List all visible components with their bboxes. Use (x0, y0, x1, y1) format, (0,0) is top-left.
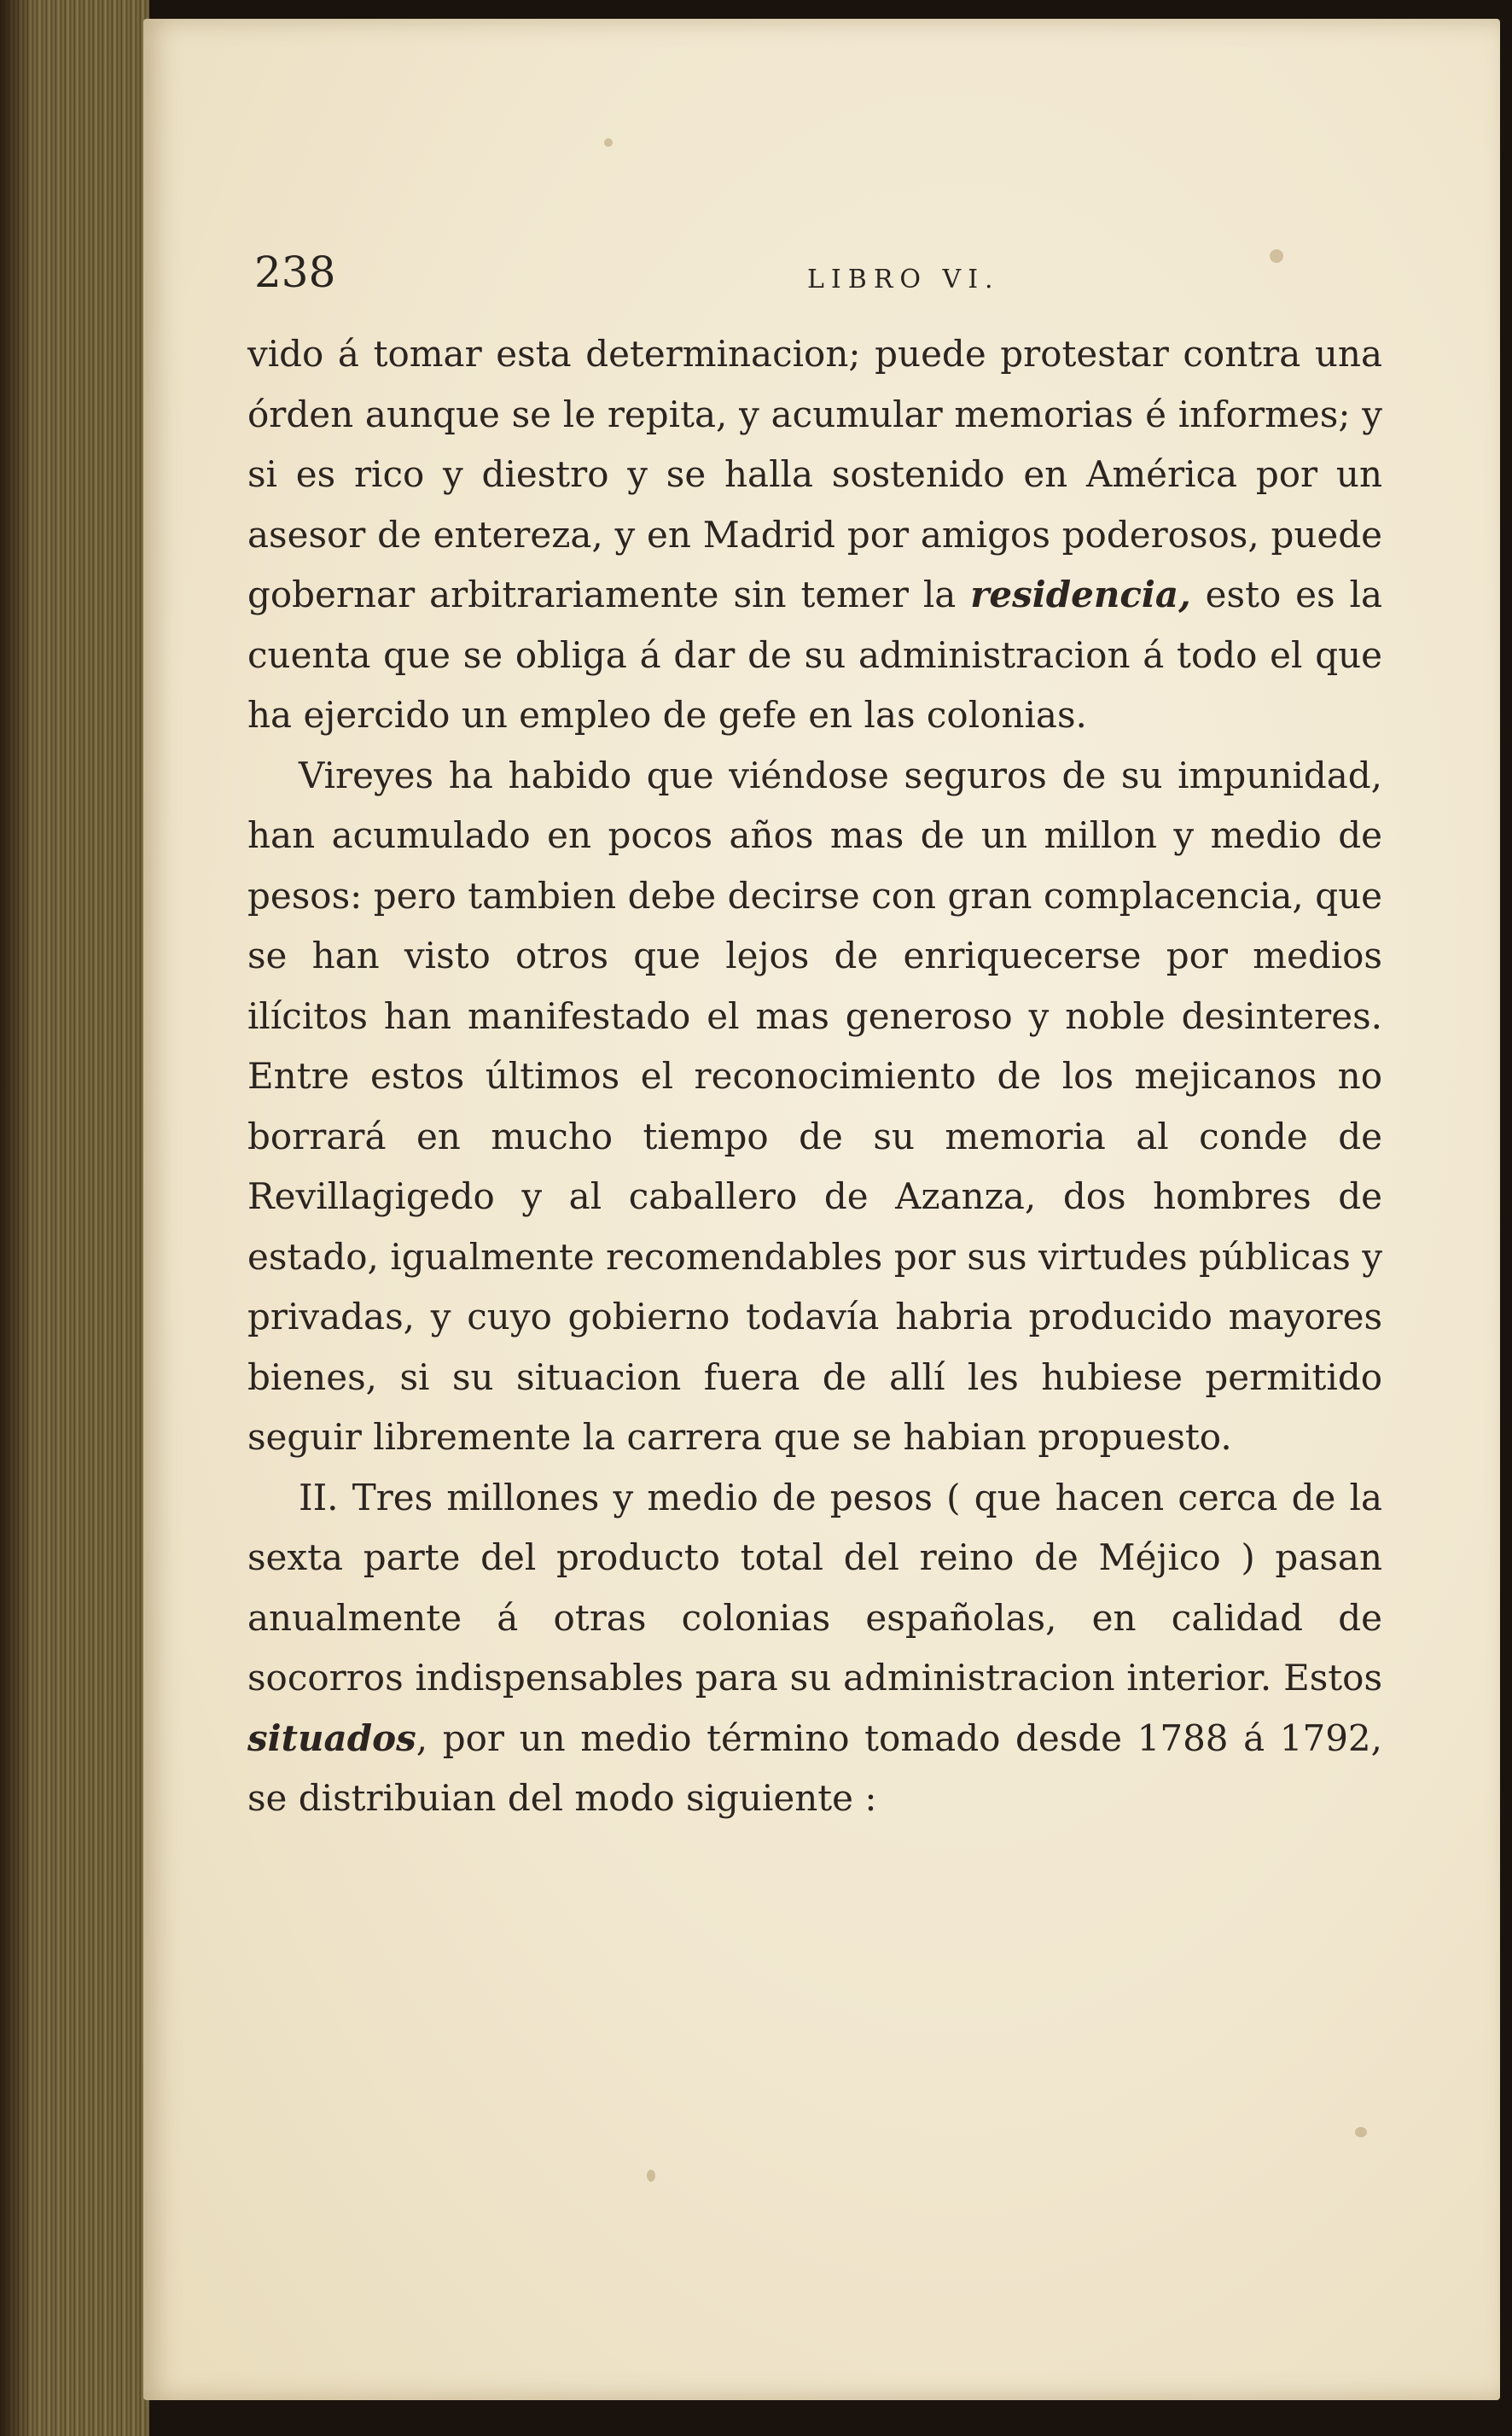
italic-term-residencia: residencia, (970, 574, 1191, 615)
paragraph-1-text-a: vido á tomar esta determinacion; puede protestar contra una órden aunque se le repita, y acumular memorias é informes; y si es rico y diestro y se halla sostenido en América por un asesor de entereza, y en Madrid por amigos poderosos, puede gobernar arbitrariamente sin temer la (247, 333, 1382, 615)
paper-stain (604, 138, 613, 147)
paragraph-2: Vireyes ha habido que viéndose seguros de su impunidad, han acumulado en pocos años mas de un millon y medio de pesos: pero tambien debe decirse con gran complacencia, que se han visto otros que lejos de enriquecerse por medios ilícitos han manifestado el mas generoso y noble desinteres. Entre estos últimos el reconocimiento de los mejicanos no borrará en mucho tiempo de su memoria al conde de Revillagigedo y al caballero de Azanza, dos hombres de estado, igualmente recomendables por sus virtudes públicas y privadas, y cuyo gobierno todavía habria producido mayores bienes, si su situacion fuera de allí les hubiese permitido seguir libremente la carrera que se habian propuesto. (247, 754, 1382, 1458)
paragraph-1 (247, 324, 1382, 746)
paragraph-1-text-c: esto es la cuenta que se obliga á dar de su administracion á todo el que ha ejercido un empleo de gefe en las colonias. (247, 574, 1382, 736)
paragraph-3 (247, 1468, 1382, 1829)
page-number: 238 (254, 248, 336, 297)
italic-term-situados: situados (247, 1716, 416, 1759)
body-text (247, 324, 1382, 1829)
running-head: LIBRO VI. (807, 265, 1000, 294)
paper-stain (1355, 2127, 1367, 2137)
paragraph-3-text-a: II. Tres millones y medio de pesos ( que hacen cerca de la sexta parte del producto total del reino de Méjico ) pasan anualmente á otras colonias españolas, en calidad de socorros indispensables para su administracion interior. Estos (247, 1476, 1382, 1699)
page-header (254, 248, 1372, 307)
paragraph-3-text-c: , por un medio término tomado desde 1788 á 1792, se distribuian del modo siguiente : (247, 1716, 1382, 1819)
book-page-edges (0, 0, 149, 2436)
paper-stain (647, 2170, 655, 2182)
